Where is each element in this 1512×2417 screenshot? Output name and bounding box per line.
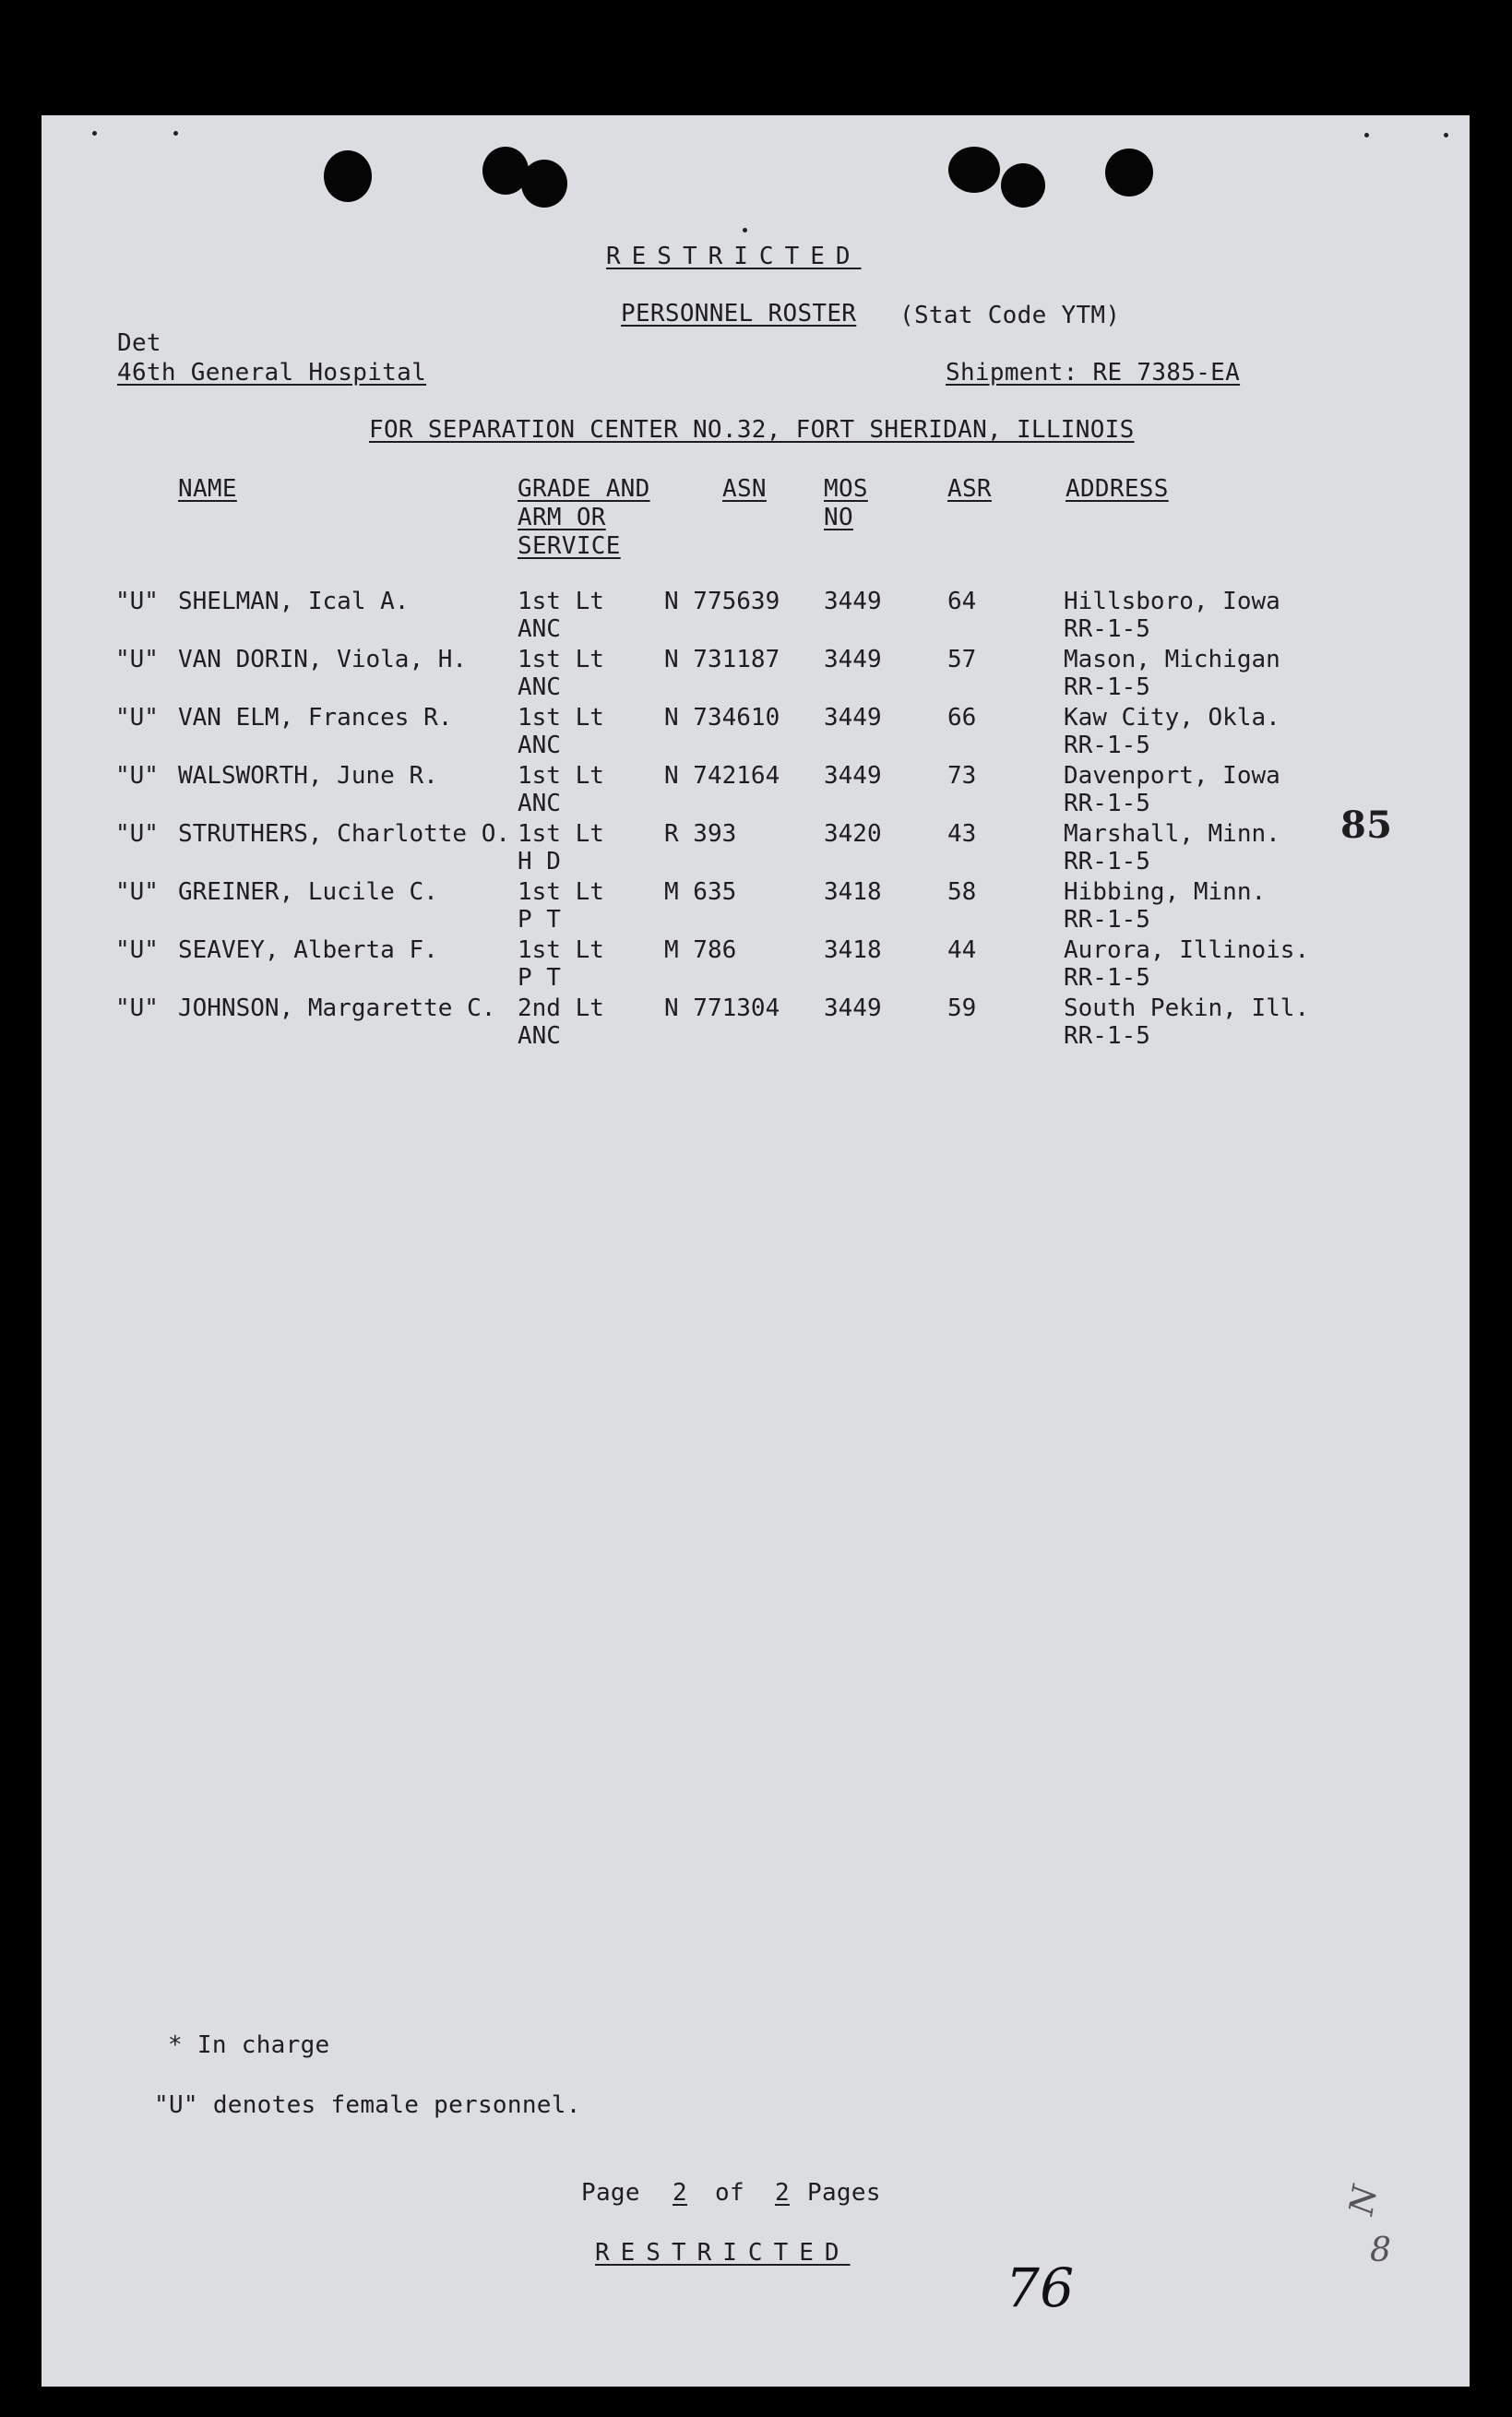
row-prefix: "U" — [115, 646, 159, 673]
punch-hole — [324, 150, 372, 202]
row-address: Hibbing, Minn. — [1064, 878, 1267, 906]
margin-number: 85 — [1340, 804, 1393, 847]
row-asn: R 393 — [664, 820, 737, 848]
row-rr: RR-1-5 — [1064, 615, 1150, 643]
col-header-asr: ASR — [947, 475, 992, 503]
row-asn: N 775639 — [664, 588, 780, 615]
row-mos: 3449 — [824, 762, 882, 790]
row-asn: N 734610 — [664, 704, 780, 732]
row-name: JOHNSON, Margarette C. — [178, 994, 496, 1022]
row-address: Davenport, Iowa — [1064, 762, 1280, 790]
page-label: Page — [581, 2179, 640, 2207]
row-grade: 1st Lt — [518, 588, 604, 615]
row-name: WALSWORTH, June R. — [178, 762, 438, 790]
row-mos: 3420 — [824, 820, 882, 848]
page-total: 2 — [775, 2179, 790, 2207]
handwritten-corner-mark-2: 8 — [1370, 2232, 1392, 2269]
row-asr: 66 — [947, 704, 977, 732]
note-in-charge: * In charge — [168, 2031, 330, 2059]
row-asr: 59 — [947, 994, 977, 1022]
punch-hole — [1105, 149, 1153, 196]
col-header-grade: GRADE AND — [518, 475, 650, 503]
row-asr: 57 — [947, 646, 977, 673]
note-female-personnel: "U" denotes female personnel. — [154, 2091, 581, 2119]
row-mos: 3449 — [824, 588, 882, 615]
page-of-label: of — [715, 2179, 744, 2207]
row-service: ANC — [518, 673, 561, 701]
row-prefix: "U" — [115, 820, 159, 848]
row-service: ANC — [518, 732, 561, 759]
row-asr: 43 — [947, 820, 977, 848]
document-sheet — [42, 115, 1470, 2387]
row-name: VAN DORIN, Viola, H. — [178, 646, 468, 673]
row-asn: N 742164 — [664, 762, 780, 790]
row-service: ANC — [518, 615, 561, 643]
row-address: Mason, Michigan — [1064, 646, 1280, 673]
row-asn: M 786 — [664, 936, 737, 964]
unit-line-1: Det — [117, 329, 161, 357]
row-asn: M 635 — [664, 878, 737, 906]
col-header-mos-no: NO — [824, 504, 853, 531]
pages-label: Pages — [807, 2179, 881, 2207]
speck — [1364, 133, 1369, 137]
row-grade: 1st Lt — [518, 704, 604, 732]
row-rr: RR-1-5 — [1064, 673, 1150, 701]
row-prefix: "U" — [115, 936, 159, 964]
row-service: ANC — [518, 1022, 561, 1050]
row-mos: 3449 — [824, 646, 882, 673]
punch-hole — [948, 147, 1000, 193]
row-asn: N 731187 — [664, 646, 780, 673]
col-header-service: SERVICE — [518, 532, 621, 560]
col-header-mos: MOS — [824, 475, 868, 503]
row-prefix: "U" — [115, 588, 159, 615]
row-name: SHELMAN, Ical A. — [178, 588, 410, 615]
row-grade: 1st Lt — [518, 820, 604, 848]
destination-line: FOR SEPARATION CENTER NO.32, FORT SHERIDAN, ILLINOIS — [369, 416, 1135, 444]
col-header-arm: ARM OR — [518, 504, 606, 531]
row-asn: N 771304 — [664, 994, 780, 1022]
col-header-asn: ASN — [722, 475, 767, 503]
row-grade: 1st Lt — [518, 936, 604, 964]
page-number: 2 — [673, 2179, 687, 2207]
row-name: SEAVEY, Alberta F. — [178, 936, 438, 964]
row-address: Aurora, Illinois. — [1064, 936, 1310, 964]
row-service: P T — [518, 964, 561, 992]
row-address: South Pekin, Ill. — [1064, 994, 1310, 1022]
row-address: Hillsboro, Iowa — [1064, 588, 1280, 615]
speck — [92, 131, 97, 136]
row-prefix: "U" — [115, 762, 159, 790]
unit-line-2: 46th General Hospital — [117, 359, 427, 387]
row-mos: 3449 — [824, 704, 882, 732]
row-mos: 3418 — [824, 878, 882, 906]
row-rr: RR-1-5 — [1064, 848, 1150, 875]
row-name: GREINER, Lucile C. — [178, 878, 438, 906]
row-mos: 3449 — [824, 994, 882, 1022]
row-rr: RR-1-5 — [1064, 906, 1150, 934]
row-asr: 58 — [947, 878, 977, 906]
row-address: Kaw City, Okla. — [1064, 704, 1280, 732]
row-grade: 1st Lt — [518, 878, 604, 906]
punch-hole — [1001, 163, 1045, 208]
row-grade: 2nd Lt — [518, 994, 604, 1022]
punch-hole — [521, 160, 567, 208]
row-name: STRUTHERS, Charlotte O. — [178, 820, 511, 848]
row-rr: RR-1-5 — [1064, 1022, 1150, 1050]
row-prefix: "U" — [115, 878, 159, 906]
col-header-address: ADDRESS — [1066, 475, 1169, 503]
row-prefix: "U" — [115, 704, 159, 732]
roster-title: PERSONNEL ROSTER — [621, 300, 857, 327]
col-header-name: NAME — [178, 475, 237, 503]
row-name: VAN ELM, Frances R. — [178, 704, 453, 732]
classification-top: RESTRICTED — [606, 243, 862, 270]
shipment-number: Shipment: RE 7385-EA — [946, 359, 1241, 387]
row-asr: 44 — [947, 936, 977, 964]
handwritten-corner-mark-1: N — [1342, 2182, 1386, 2219]
row-rr: RR-1-5 — [1064, 790, 1150, 817]
row-grade: 1st Lt — [518, 646, 604, 673]
row-service: P T — [518, 906, 561, 934]
row-prefix: "U" — [115, 994, 159, 1022]
speck — [1444, 133, 1448, 137]
row-rr: RR-1-5 — [1064, 964, 1150, 992]
classification-bottom: RESTRICTED — [595, 2239, 851, 2267]
row-service: H D — [518, 848, 561, 875]
row-mos: 3418 — [824, 936, 882, 964]
handwritten-number: 76 — [1006, 2256, 1075, 2319]
row-rr: RR-1-5 — [1064, 732, 1150, 759]
row-asr: 73 — [947, 762, 977, 790]
speck — [743, 228, 747, 232]
speck — [173, 131, 178, 136]
row-grade: 1st Lt — [518, 762, 604, 790]
row-service: ANC — [518, 790, 561, 817]
stat-code: (Stat Code YTM) — [899, 302, 1121, 329]
row-asr: 64 — [947, 588, 977, 615]
row-address: Marshall, Minn. — [1064, 820, 1280, 848]
